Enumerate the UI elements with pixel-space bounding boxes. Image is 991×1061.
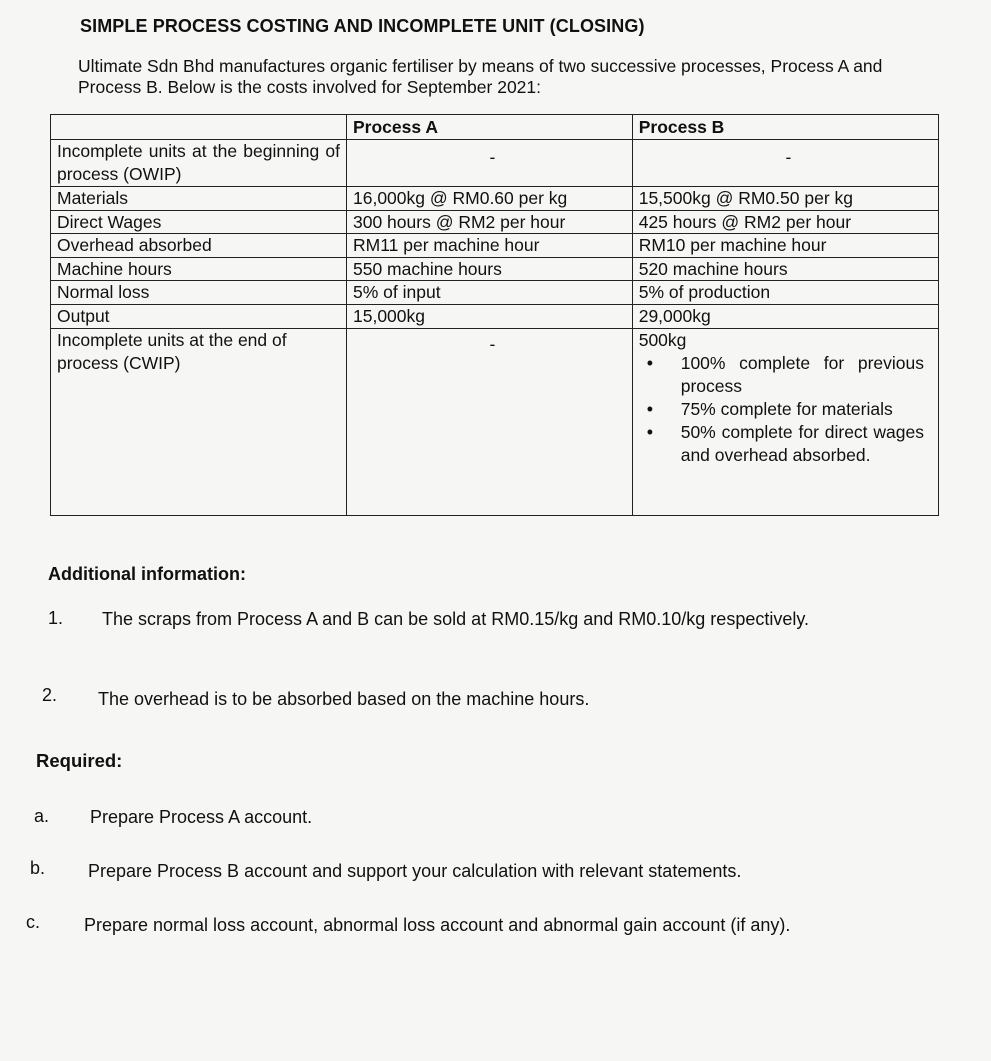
required-item-text: Prepare Process A account. — [90, 807, 313, 827]
process-a-machine-hours: 550 machine hours — [347, 258, 632, 282]
process-b-machine-hours: 520 machine hours — [633, 258, 938, 282]
list-item: • 75% complete for materials — [681, 398, 938, 421]
intro-paragraph: Ultimate Sdn Bhd manufactures organic fertiliser by means of two successive processes, Process A and Process B. Below is the costs involved for September 2021: — [78, 56, 883, 97]
process-a-output: 15,000kg — [353, 305, 426, 326]
cwip-completion-list — [639, 352, 938, 467]
header-process-b: Process B — [632, 115, 938, 140]
row-label-normal-loss: Normal loss — [51, 281, 346, 305]
document-title: SIMPLE PROCESS COSTING AND INCOMPLETE UNIT (CLOSING) — [80, 16, 645, 36]
owip-process-a: - — [347, 140, 633, 187]
additional-item-number: 2. — [42, 685, 58, 705]
required-item-text: Prepare Process B account and support your calculation with relevant statements. — [88, 861, 742, 881]
required-item-letter: c. — [26, 912, 41, 932]
owip-label: Incomplete units at the beginning of process (OWIP) — [51, 140, 347, 187]
required-item-letter: b. — [30, 858, 46, 878]
required-heading: Required: — [36, 750, 123, 771]
process-b-normal-loss: 5% of production — [633, 281, 938, 305]
table-header-row — [51, 115, 939, 140]
additional-item-text: The scraps from Process A and B can be sold at RM0.15/kg and RM0.10/kg respectively. — [102, 609, 810, 629]
cwip-process-b — [632, 329, 938, 516]
additional-item-text: The overhead is to be absorbed based on the machine hours. — [98, 689, 590, 709]
additional-info-heading: Additional information: — [48, 564, 246, 584]
process-b-direct-wages: 425 hours @ RM2 per hour — [633, 211, 938, 235]
labels-column — [51, 187, 347, 329]
row-label-overhead: Overhead absorbed — [51, 234, 346, 258]
additional-item-number: 1. — [48, 608, 64, 628]
process-a-normal-loss: 5% of input — [347, 281, 632, 305]
required-item-letter: a. — [34, 806, 50, 826]
table-row-cwip — [51, 329, 939, 516]
cwip-process-b-qty: 500kg — [638, 330, 687, 350]
process-b-column — [632, 187, 938, 329]
table-row-inputs — [51, 187, 939, 329]
row-label-machine-hours: Machine hours — [51, 258, 346, 282]
table-row-owip — [51, 140, 939, 187]
cwip-label: Incomplete units at the end of process (CWIP) — [51, 329, 347, 516]
header-process-a: Process A — [347, 115, 633, 140]
row-label-output: Output — [57, 305, 110, 326]
process-a-column — [347, 187, 633, 329]
required-item-text: Prepare normal loss account, abnormal loss account and abnormal gain account (if any). — [84, 915, 791, 935]
process-b-overhead: RM10 per machine hour — [633, 234, 938, 258]
cost-table — [50, 114, 939, 516]
process-a-direct-wages: 300 hours @ RM2 per hour — [347, 211, 632, 235]
process-b-output: 29,000kg — [638, 305, 711, 326]
row-label-materials: Materials — [51, 187, 346, 211]
header-empty — [51, 115, 347, 140]
row-label-direct-wages: Direct Wages — [51, 211, 346, 235]
list-item: • 100% complete for previous process — [681, 352, 938, 398]
list-item: • 50% complete for direct wages and overhead absorbed. — [681, 421, 938, 467]
owip-process-b: - — [632, 140, 938, 187]
process-a-materials: 16,000kg @ RM0.60 per kg — [347, 187, 632, 211]
process-a-overhead: RM11 per machine hour — [347, 234, 632, 258]
process-b-materials: 15,500kg @ RM0.50 per kg — [633, 187, 938, 211]
cwip-process-a: - — [347, 329, 633, 516]
